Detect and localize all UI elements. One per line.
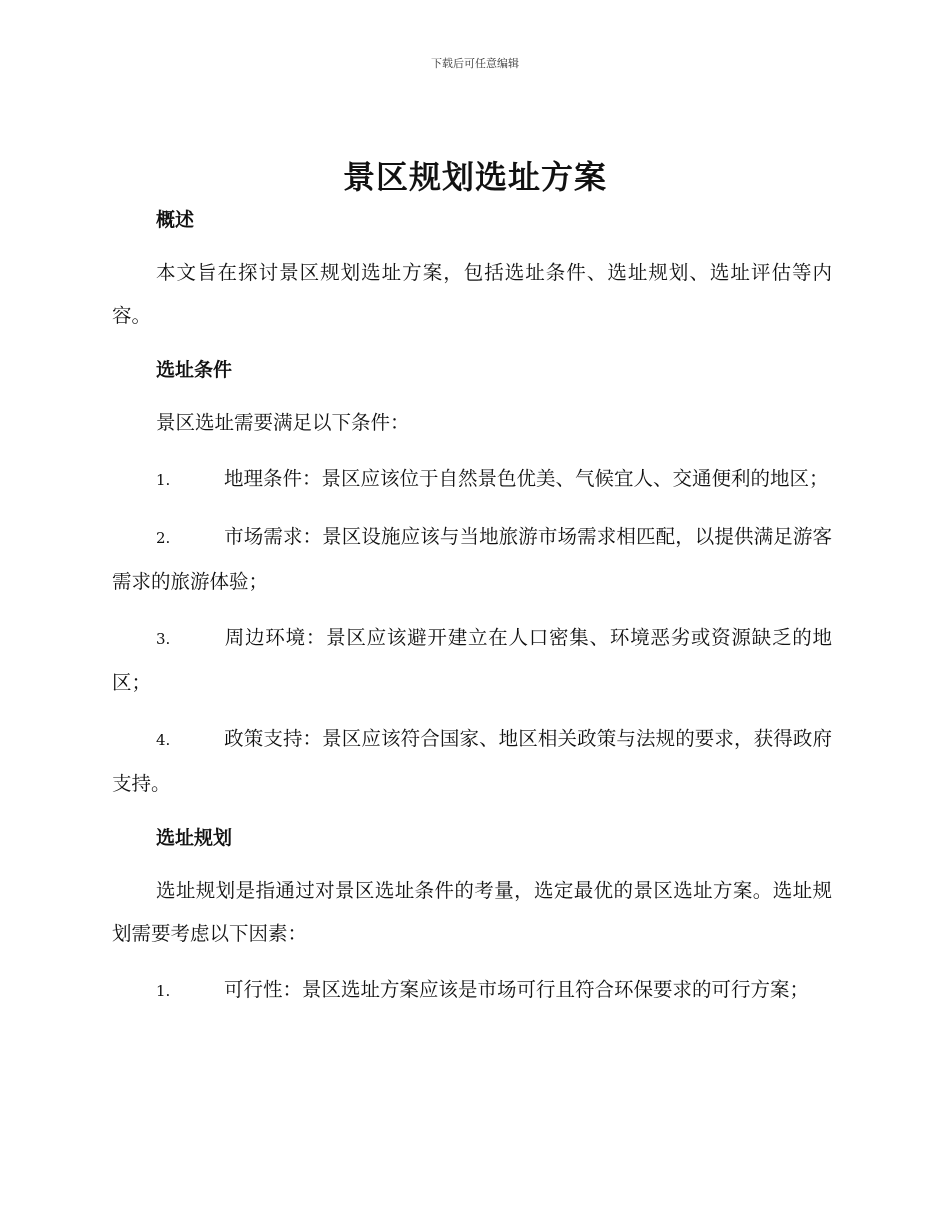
list-item — [112, 616, 832, 704]
list-number: 4. — [156, 731, 171, 749]
list-item-text: 周边环境：景区应该避开建立在人口密集、环境恶劣或资源缺乏的地区； — [112, 626, 832, 694]
list-item — [112, 515, 832, 603]
section-heading-planning: 选址规划 — [156, 827, 233, 849]
list-item-text: 政策支持：景区应该符合国家、地区相关政策与法规的要求，获得政府支持。 — [112, 727, 832, 795]
list-item-text: 可行性：景区选址方案应该是市场可行且符合环保要求的可行方案； — [224, 978, 810, 1001]
list-number: 2. — [156, 529, 171, 547]
planning-intro: 选址规划是指通过对景区选址条件的考量，选定最优的景区选址方案。选址规划需要考虑以下因素： — [112, 879, 832, 945]
document-title: 景区规划选址方案 — [342, 158, 607, 196]
list-item-text: 市场需求：景区设施应该与当地旅游市场需求相匹配，以提供满足游客需求的旅游体验； — [112, 525, 832, 593]
list-number: 3. — [156, 630, 171, 648]
document-body — [112, 200, 832, 1013]
list-item — [112, 717, 832, 805]
header-note: 下载后可任意编辑 — [431, 57, 519, 70]
list-item-text: 地理条件：景区应该位于自然景色优美、气候宜人、交通便利的地区； — [224, 467, 829, 490]
section-heading-conditions: 选址条件 — [156, 359, 233, 381]
list-number: 1. — [156, 982, 171, 1000]
list-item — [112, 968, 832, 1013]
conditions-intro: 景区选址需要满足以下条件： — [156, 411, 410, 434]
list-number: 1. — [156, 471, 171, 489]
section-heading-overview: 概述 — [156, 209, 195, 231]
overview-paragraph: 本文旨在探讨景区规划选址方案，包括选址条件、选址规划、选址评估等内容。 — [112, 261, 832, 327]
list-item — [112, 457, 832, 502]
